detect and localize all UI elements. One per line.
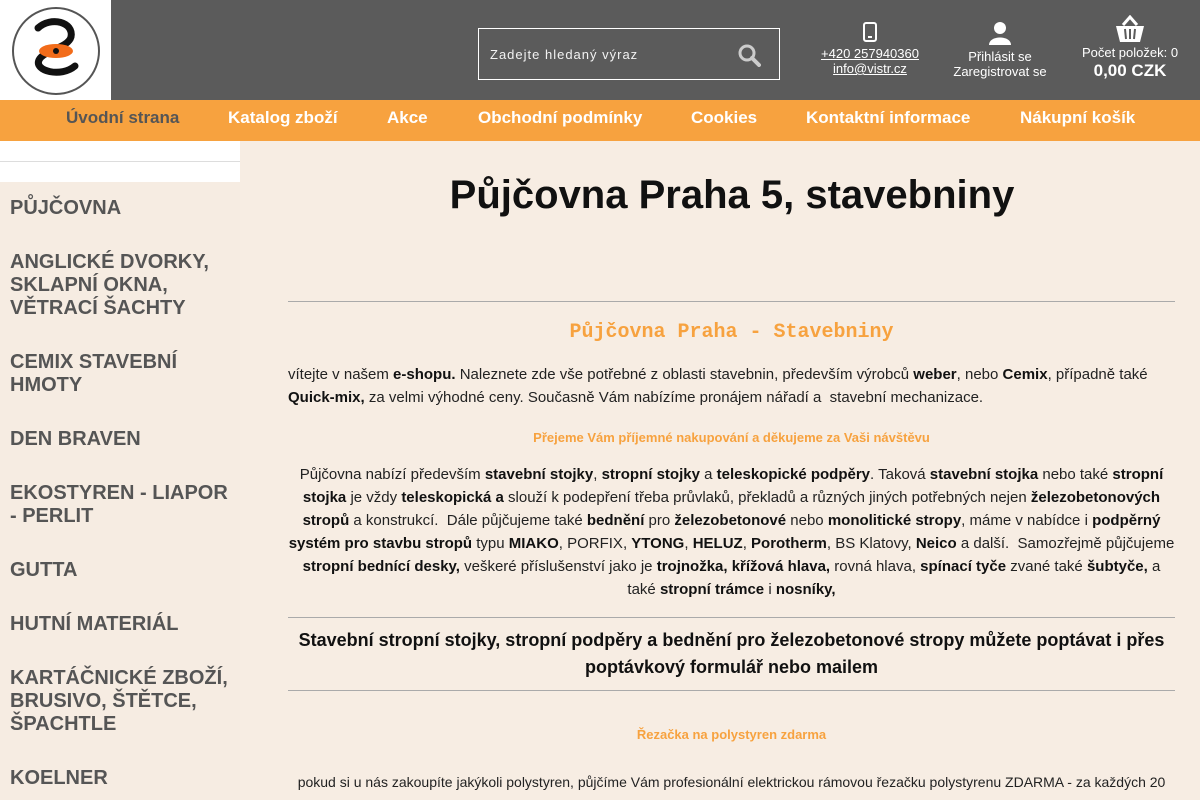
login-link[interactable]: Přihlásit se (968, 49, 1032, 64)
nav-sale[interactable]: Akce (387, 108, 428, 127)
intro-text: vítejte v našem e-shopu. Naleznete zde vše potřebné z oblasti stavebnin, především výrobců weber, nebo Cemix, případně také Quick-mix, za velmi výhodné ceny. Současně Vám nabízíme pronájem nářadí a stavební mechanizace. (288, 366, 1148, 406)
site-header (0, 0, 1200, 100)
sidebar-item-cemix[interactable]: CEMIX STAVEBNÍ HMOTY (10, 351, 178, 396)
sidebar-item-hutni-material[interactable]: HUTNÍ MATERIÁL (10, 613, 179, 635)
content-divider (288, 301, 1175, 302)
user-icon (987, 20, 1013, 46)
page-title: Půjčovna Praha 5, stavebniny (449, 173, 1015, 217)
sidebar-item-pujcovna[interactable]: PŮJČOVNA (10, 197, 122, 219)
sidebar-item-koelner[interactable]: KOELNER (10, 767, 108, 789)
nav-terms[interactable]: Obchodní podmínky (478, 108, 643, 127)
greeting-text: Přejeme Vám příjemné nakupování a děkujeme za Vaši návštěvu (533, 430, 930, 445)
basket-icon (1113, 15, 1147, 44)
cta-text: Stavební stropní stojky, stropní podpěry a bednění pro železobetonové stropy můžete poptávat i přes poptávkový formulář nebo mailem (298, 630, 1165, 677)
email-link[interactable]: info@vistr.cz (833, 61, 907, 76)
contact-info (810, 22, 930, 76)
category-sidebar (0, 141, 240, 800)
main-nav (0, 100, 1200, 141)
nav-catalog[interactable]: Katalog zboží (228, 108, 338, 127)
sidebar-item-kartacnicke-zbozi[interactable]: KARTÁČNICKÉ ZBOŽÍ, BRUSIVO, ŠTĚTCE, ŠPACHTLE (10, 667, 228, 735)
content-divider (288, 617, 1175, 618)
nav-home[interactable]: Úvodní strana (66, 108, 180, 127)
search-box (478, 28, 780, 80)
sidebar-item-anglicke-dvorky[interactable]: ANGLICKÉ DVORKY, SKLAPNÍ OKNA, VĚTRACÍ ŠACHTY (10, 251, 209, 319)
nav-cookies[interactable]: Cookies (691, 108, 758, 127)
content-divider (288, 690, 1175, 691)
sidebar-divider (0, 161, 240, 162)
cart-count: Počet položek: 0 (1081, 45, 1179, 60)
phone-icon (863, 22, 877, 42)
main-content (240, 141, 1200, 800)
sidebar-item-den-braven[interactable]: DEN BRAVEN (10, 428, 141, 450)
nav-contact[interactable]: Kontaktní informace (806, 108, 971, 127)
search-input[interactable] (479, 29, 719, 79)
register-link[interactable]: Zaregistrovat se (953, 64, 1047, 79)
logo-icon (11, 6, 101, 96)
cart-summary[interactable] (1074, 15, 1186, 82)
section-title: Půjčovna Praha - Stavebniny (569, 321, 894, 344)
rental-text: Půjčovna nabízí především stavební stojky, stropní stojky a teleskopické podpěry. Taková stavební stojka nebo také stropní stojka je vždy teleskopická a slouží k podepření třeba průvlaků, překladů a různých jiných potřebných nejen železobetonových stropů a konstrukcí. Dále půjčujeme také bednění pro železobetonové nebo monolitické stropy, máme v nabídce i podpěrný systém pro stavbu stropů typu MIAKO, PORFIX, YTONG, HELUZ, Porotherm, BS Klatovy, Neico a další. Samozřejmě půjčujeme stropní bednící desky, veškeré příslušenství jako je trojnožka, křížová hlava, rovná hlava, spínací tyče zvané také šubtyče, a také stropní trámce i nosníky, (288, 466, 1175, 598)
cutter-text: pokud si u nás zakoupíte jakýkoli polystyren, půjčíme Vám profesionální elektrickou rámovou řezačku polystyrenu ZDARMA - za každých 20 (297, 774, 1166, 790)
search-icon[interactable] (737, 43, 761, 67)
phone-link[interactable]: +420 257940360 (821, 46, 919, 61)
cart-total: 0,00 CZK (1093, 61, 1167, 80)
nav-cart[interactable]: Nákupní košík (1020, 108, 1136, 127)
cutter-title: Řezačka na polystyren zdarma (636, 727, 827, 742)
sidebar-item-gutta[interactable]: GUTTA (10, 559, 78, 581)
sidebar-item-ekostyren[interactable]: EKOSTYREN - LIAPOR - PERLIT (10, 482, 228, 527)
account-links (946, 20, 1054, 79)
logo[interactable] (0, 0, 111, 105)
